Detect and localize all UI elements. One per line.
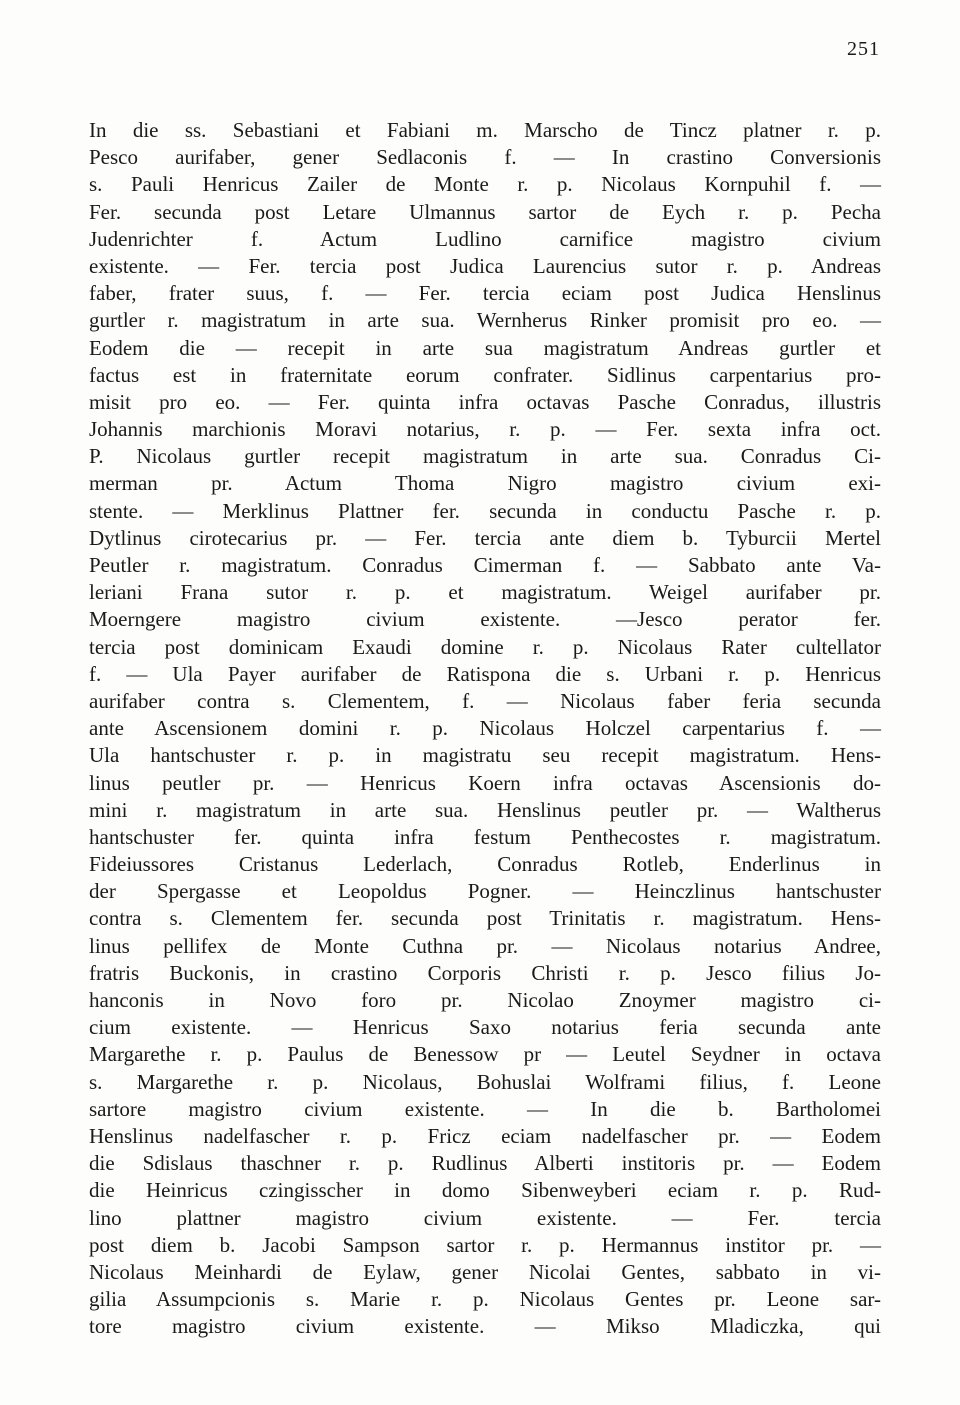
text-line: Judenrichter f. Actum Ludlino carnifice magistro civium (89, 226, 881, 251)
text-line: Eodem die — recepit in arte sua magistratum Andreas gurtler et (89, 335, 881, 360)
text-line: mini r. magistratum in arte sua. Henslinus peutler pr. — Waltherus (89, 797, 881, 822)
text-line: tore magistro civium existente. — Mikso Mladiczka, qui (89, 1314, 881, 1339)
text-line: Ula hantschuster r. p. in magistratu seu recepit magistratum. Hens- (89, 743, 881, 768)
text-line: Dytlinus cirotecarius pr. — Fer. tercia ante diem b. Tyburcii Mertel (89, 525, 881, 550)
text-line: fratris Buckonis, in crastino Corporis Christi r. p. Jesco filius Jo- (89, 960, 881, 985)
text-line: hantschuster fer. quinta infra festum Penthecostes r. magistratum. (89, 824, 881, 849)
text-line: Fer. secunda post Letare Ulmannus sartor de Eych r. p. Pecha (89, 199, 881, 224)
text-line: factus est in fraternitate eorum confrater. Sidlinus carpentarius pro- (89, 362, 881, 387)
text-line: merman pr. Actum Thoma Nigro magistro civium exi- (89, 471, 881, 496)
text-line: Henslinus nadelfascher r. p. Fricz eciam nadelfascher pr. — Eodem (89, 1123, 881, 1148)
text-line: gurtler r. magistratum in arte sua. Wernherus Rinker promisit pro eo. — (89, 308, 881, 333)
text-line: s. Pauli Henricus Zailer de Monte r. p. Nicolaus Kornpuhil f. — (89, 172, 881, 197)
text-line: cium existente. — Henricus Saxo notarius feria secunda ante (89, 1015, 881, 1040)
text-line: Margarethe r. p. Paulus de Benessow pr — Leutel Seydner in octava (89, 1042, 881, 1067)
text-line: lino plattner magistro civium existente. — Fer. tercia (89, 1205, 881, 1230)
text-line: sartore magistro civium existente. — In die b. Bartholomei (89, 1096, 881, 1121)
text-line: die Sdislaus thaschner r. p. Rudlinus Alberti institoris pr. — Eodem (89, 1151, 881, 1176)
text-line: existente. — Fer. tercia post Judica Laurencius sutor r. p. Andreas (89, 253, 881, 278)
text-line: Johannis marchionis Moravi notarius, r. p. — Fer. sexta infra oct. (89, 417, 881, 442)
text-line: gilia Assumpcionis s. Marie r. p. Nicolaus Gentes pr. Leone sar- (89, 1287, 881, 1312)
text-line: aurifaber contra s. Clementem, f. — Nicolaus faber feria secunda (89, 688, 881, 713)
text-line: die Heinricus czingisscher in domo Sibenweyberi eciam r. p. Rud- (89, 1178, 881, 1203)
text-line: Nicolaus Meinhardi de Eylaw, gener Nicolai Gentes, sabbato in vi- (89, 1259, 881, 1284)
text-line: Pesco aurifaber, gener Sedlaconis f. — In crastino Conversionis (89, 145, 881, 170)
text-line: In die ss. Sebastiani et Fabiani m. Marscho de Tincz platner r. p. (89, 118, 881, 142)
text-line: stente. — Merklinus Plattner fer. secunda in conductu Pasche r. p. (89, 498, 881, 523)
text-line: Peutler r. magistratum. Conradus Cimerman f. — Sabbato ante Va- (89, 553, 881, 577)
text-line: contra s. Clementem fer. secunda post Trinitatis r. magistratum. Hens- (89, 906, 881, 931)
text-line: hanconis in Novo foro pr. Nicolao Znoymer magistro ci- (89, 988, 881, 1012)
text-line: post diem b. Jacobi Sampson sartor r. p. Hermannus institor pr. — (89, 1232, 881, 1257)
text-line: misit pro eo. — Fer. quinta infra octavas Pasche Conradus, illustris (89, 389, 881, 414)
text-line: linus peutler pr. — Henricus Koern infra octavas Ascensionis do- (89, 770, 881, 795)
text-line: faber, frater suus, f. — Fer. tercia eciam post Judica Henslinus (89, 281, 881, 306)
body-text (89, 117, 881, 1340)
text-line: s. Margarethe r. p. Nicolaus, Bohuslai Wolframi filius, f. Leone (89, 1069, 881, 1094)
text-line: linus pellifex de Monte Cuthna pr. — Nicolaus notarius Andree, (89, 933, 881, 958)
text-line: Fideiussores Cristanus Lederlach, Conradus Rotleb, Enderlinus in (89, 852, 881, 877)
text-line: f. — Ula Payer aurifaber de Ratispona die s. Urbani r. p. Henricus (89, 661, 881, 686)
page-number: 251 (847, 38, 880, 60)
text-line: ante Ascensionem domini r. p. Nicolaus Holczel carpentarius f. — (89, 716, 881, 741)
text-line: P. Nicolaus gurtler recepit magistratum in arte sua. Conradus Ci- (89, 444, 881, 469)
text-line: der Spergasse et Leopoldus Pogner. — Heinczlinus hantschuster (89, 879, 881, 904)
text-line: tercia post dominicam Exaudi domine r. p. Nicolaus Rater cultellator (89, 634, 881, 659)
text-line: Moerngere magistro civium existente. —Jesco perator fer. (89, 607, 881, 632)
text-line: leriani Frana sutor r. p. et magistratum. Weigel aurifaber pr. (89, 580, 881, 605)
